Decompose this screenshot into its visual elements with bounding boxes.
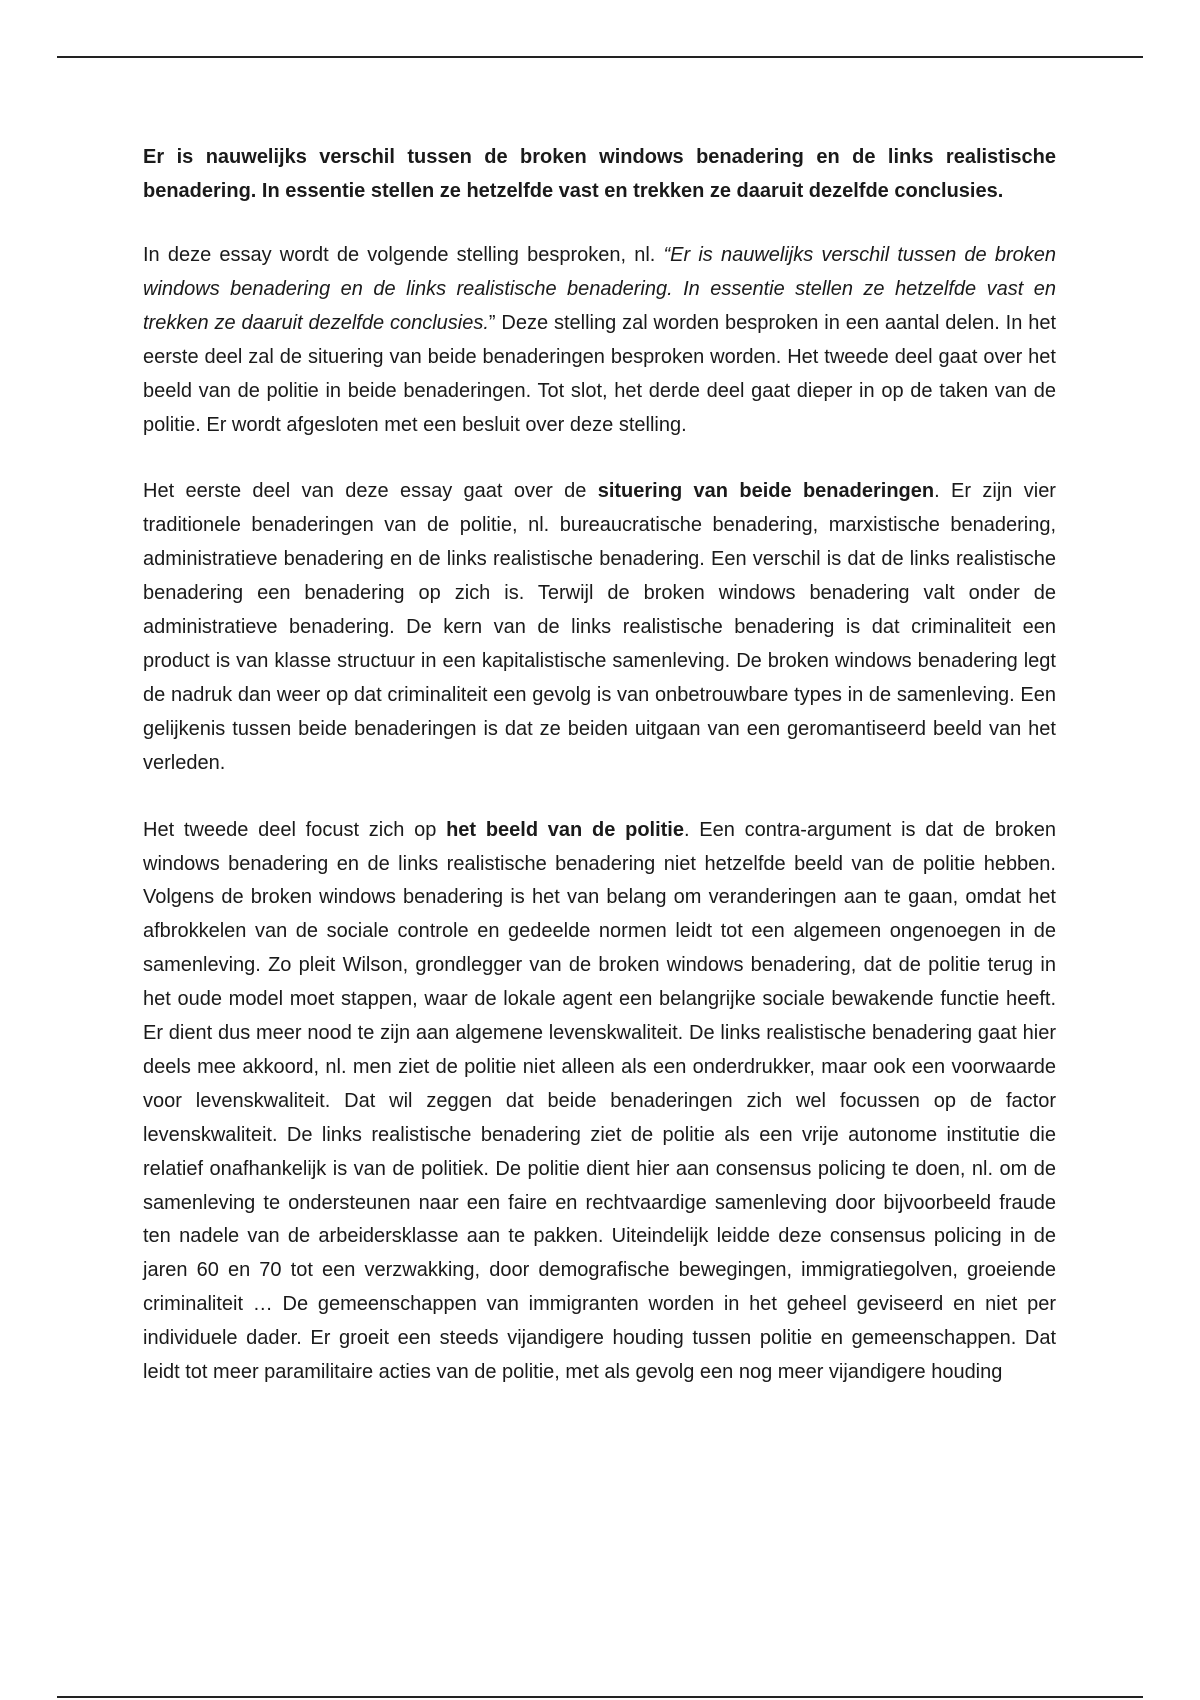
header-rule (57, 56, 1143, 58)
part1-text-end: . Er zijn vier traditionele benaderingen van de politie, nl. bureaucratische benadering, marxistische benadering, administratieve benadering en de links realistische benadering. Een verschil is dat de links realistische benadering een benadering op zich is. Terwijl de broken windows benadering valt onder de administratieve benadering. De kern van de links realistische benadering is dat criminaliteit een product is van klasse structuur in een kapitalistische samenleving. De broken windows benadering legt de nadruk dan weer op dat criminaliteit een gevolg is van onbetrouwbare types in de samenleving. Een gelijkenis tussen beide benaderingen is dat ze beiden uitgaan van een geromantiseerd beeld van het verleden. (143, 480, 1056, 774)
part1-text-start: Het eerste deel van deze essay gaat over de (143, 480, 598, 503)
intro-paragraph (143, 239, 1056, 442)
part2-heading-bold: het beeld van de politie (446, 818, 684, 841)
part1-heading-bold: situering van beide benaderingen (597, 480, 935, 503)
part1-paragraph (143, 475, 1056, 780)
intro-text-start: In deze essay wordt de volgende stelling besproken, nl. (143, 244, 664, 266)
document-body (143, 140, 1056, 1423)
part2-text-start: Het tweede deel focust zich op (143, 818, 447, 841)
footer-rule (57, 1696, 1143, 1698)
intro-text-end: ” Deze stelling zal worden besproken in een aantal delen. In het eerste deel zal de situering van beide benaderingen besproken worden. Het tweede deel gaat over het beeld van de politie in beide benaderingen. Tot slot, het derde deel gaat dieper in op de taken van de politie. Er wordt afgesloten met een besluit over deze stelling. (143, 311, 1056, 436)
essay-title: Er is nauwelijks verschil tussen de broken windows benadering en de links realistische benadering. In essentie stellen ze hetzelfde vast en trekken ze daaruit dezelfde conclusies. (143, 146, 1056, 202)
intro-quote: “Er is nauwelijks verschil tussen de broken windows benadering en de links realistische benadering. In essentie stellen ze hetzelfde vast en trekken ze daaruit dezelfde conclusies. (143, 244, 1057, 334)
part2-text-end: . Een contra-argument is dat de broken windows benadering en de links realistische benadering niet hetzelfde beeld van de politie hebben. Volgens de broken windows benadering is het van belang om veranderingen aan te gaan, omdat het afbrokkelen van de sociale controle en gedeelde normen leidt tot een algemeen ongenoegen in de samenleving. Zo pleit Wilson, grondlegger van de broken windows benadering, dat de politie terug in het oude model moet stappen, waar de lokale agent een belangrijke sociale bewakende functie heeft. Er dient dus meer nood te zijn aan algemene levenskwaliteit. De links realistische benadering gaat hier deels mee akkoord, nl. men ziet de politie niet alleen als een onderdrukker, maar ook een voorwaarde voor levenskwaliteit. Dat wil zeggen dat beide benaderingen zich wel focussen op de factor levenskwaliteit. De links realistische benadering ziet de politie als een vrije autonome institutie die relatief onafhankelijk is van de politiek. De politie dient hier aan consensus policing te doen, nl. om de samenleving te ondersteunen naar een faire en rechtvaardige samenleving door bijvoorbeeld fraude ten nadele van de arbeidersklasse aan te pakken. Uiteindelijk leidde deze consensus policing in de jaren 60 en 70 tot een verzwakking, door demografische bewegingen, immigratiegolven, groeiende criminaliteit … De gemeenschappen van immigranten worden in het geheel geviseerd en niet per individuele dader. Er groeit een steeds vijandigere houding tussen politie en gemeenschappen. Dat leidt tot meer paramilitaire acties van de politie, met als gevolg een nog meer vijandigere houding (143, 818, 1056, 1384)
part2-paragraph (143, 814, 1056, 1390)
